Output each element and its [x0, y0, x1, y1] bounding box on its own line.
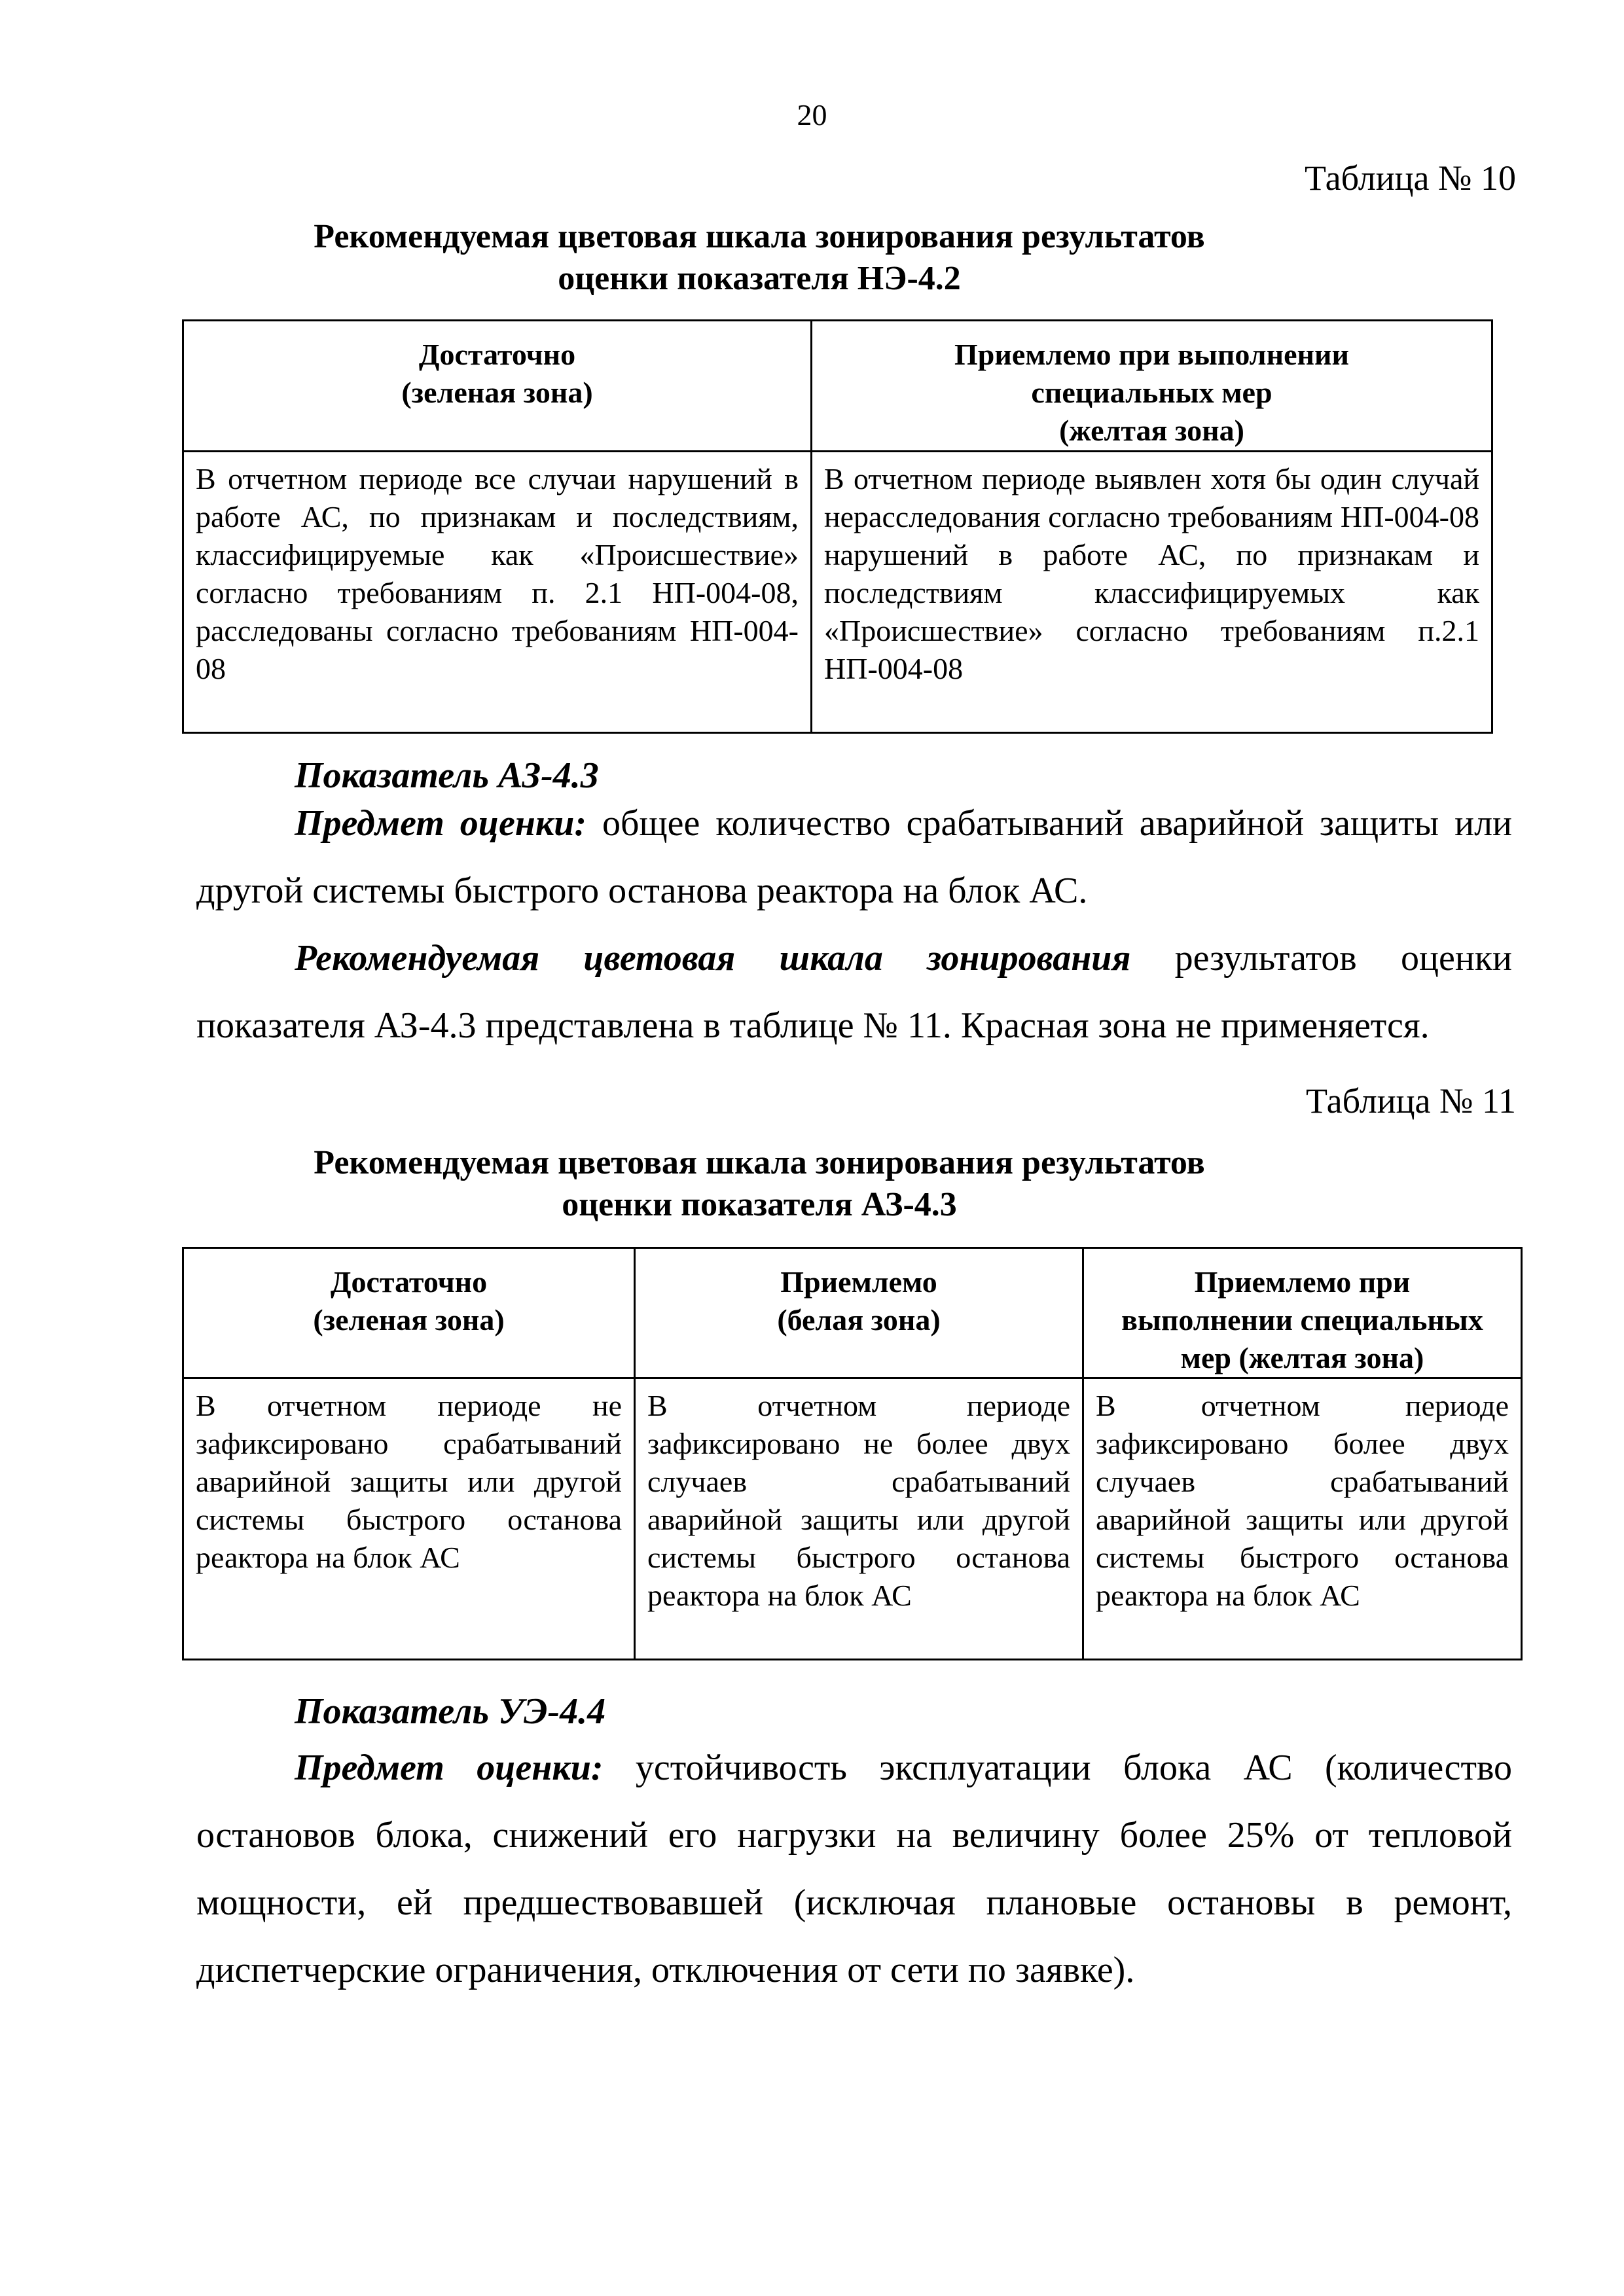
- table-10-label: Таблица № 10: [1305, 158, 1516, 198]
- table-10-title-line1: Рекомендуемая цветовая шкала зонирования результатов: [314, 218, 1205, 255]
- table-10-title: [170, 216, 1348, 300]
- subject-label: Предмет оценки:: [295, 803, 587, 844]
- scale-text: результатов оценки показателя АЗ-4.3 представлена в таблице № 11. Красная зона не применяется.: [196, 938, 1512, 1046]
- table-11-label: Таблица № 11: [1306, 1081, 1516, 1121]
- table-11-cell-yellow: В отчетном периоде зафиксировано более двух случаев срабатываний аварийной защиты или другой системы быстрого останова реактора на блок АС: [1083, 1378, 1522, 1660]
- table-10-header-yellow: Приемлемо при выполнении специальных мер (желтая зона): [812, 321, 1492, 452]
- table-11-cell-green: В отчетном периоде не зафиксировано срабатываний аварийной защиты или другой системы быстрого останова реактора на блок АС: [183, 1378, 635, 1660]
- page-number: 20: [797, 98, 827, 132]
- subject-text: общее количество срабатываний аварийной защиты или другой системы быстрого останова реактора на блок АС.: [196, 803, 1513, 911]
- table-11-header-white: Приемлемо (белая зона): [635, 1248, 1083, 1378]
- table-11-title: [170, 1142, 1348, 1226]
- indicator-az43-subject: [196, 790, 1512, 925]
- subject-text: устойчивость эксплуатации блока АС (количество остановов блока, снижений его нагрузки на величину более 25% от тепловой мощности, ей предшествовавшей (исключая плановые остановы в ремонт, диспетчерские ограничения, отключения от сети по заявке).: [196, 1748, 1512, 1990]
- table-11-title-line2: оценки показателя АЗ-4.3: [562, 1186, 957, 1223]
- table-11: [182, 1247, 1523, 1660]
- indicator-az43-title: Показатель АЗ-4.3: [295, 755, 599, 796]
- subject-label: Предмет оценки:: [295, 1748, 604, 1788]
- indicator-ue44-subject: [196, 1734, 1512, 2004]
- table-11-title-line1: Рекомендуемая цветовая шкала зонирования результатов: [314, 1144, 1205, 1181]
- table-10: [182, 319, 1493, 734]
- table-11-header-green: Достаточно (зеленая зона): [183, 1248, 635, 1378]
- table-10-title-line2: оценки показателя НЭ-4.2: [558, 260, 961, 297]
- indicator-ue44-title: Показатель УЭ-4.4: [295, 1691, 606, 1732]
- indicator-az43-scale: [196, 925, 1512, 1060]
- table-10-header-green: Достаточно (зеленая зона): [183, 321, 812, 452]
- table-11-cell-white: В отчетном периоде зафиксировано не более двух случаев срабатываний аварийной защиты или другой системы быстрого останова реактора на блок АС: [635, 1378, 1083, 1660]
- table-10-cell-green: В отчетном периоде все случаи нарушений в работе АС, по признакам и последствиям, классифицируемые как «Происшествие» согласно требованиям п. 2.1 НП-004-08, расследованы согласно требованиям НП-004-08: [183, 452, 812, 733]
- scale-label: Рекомендуемая цветовая шкала зонирования: [295, 938, 1131, 978]
- table-10-cell-yellow: В отчетном периоде выявлен хотя бы один случай нерасследования согласно требованиям НП-004-08 нарушений в работе АС, по признакам и последствиям классифицируемых как «Происшествие» согласно требованиям п.2.1 НП-004-08: [812, 452, 1492, 733]
- table-11-header-yellow: Приемлемо при выполнении специальных мер (желтая зона): [1083, 1248, 1522, 1378]
